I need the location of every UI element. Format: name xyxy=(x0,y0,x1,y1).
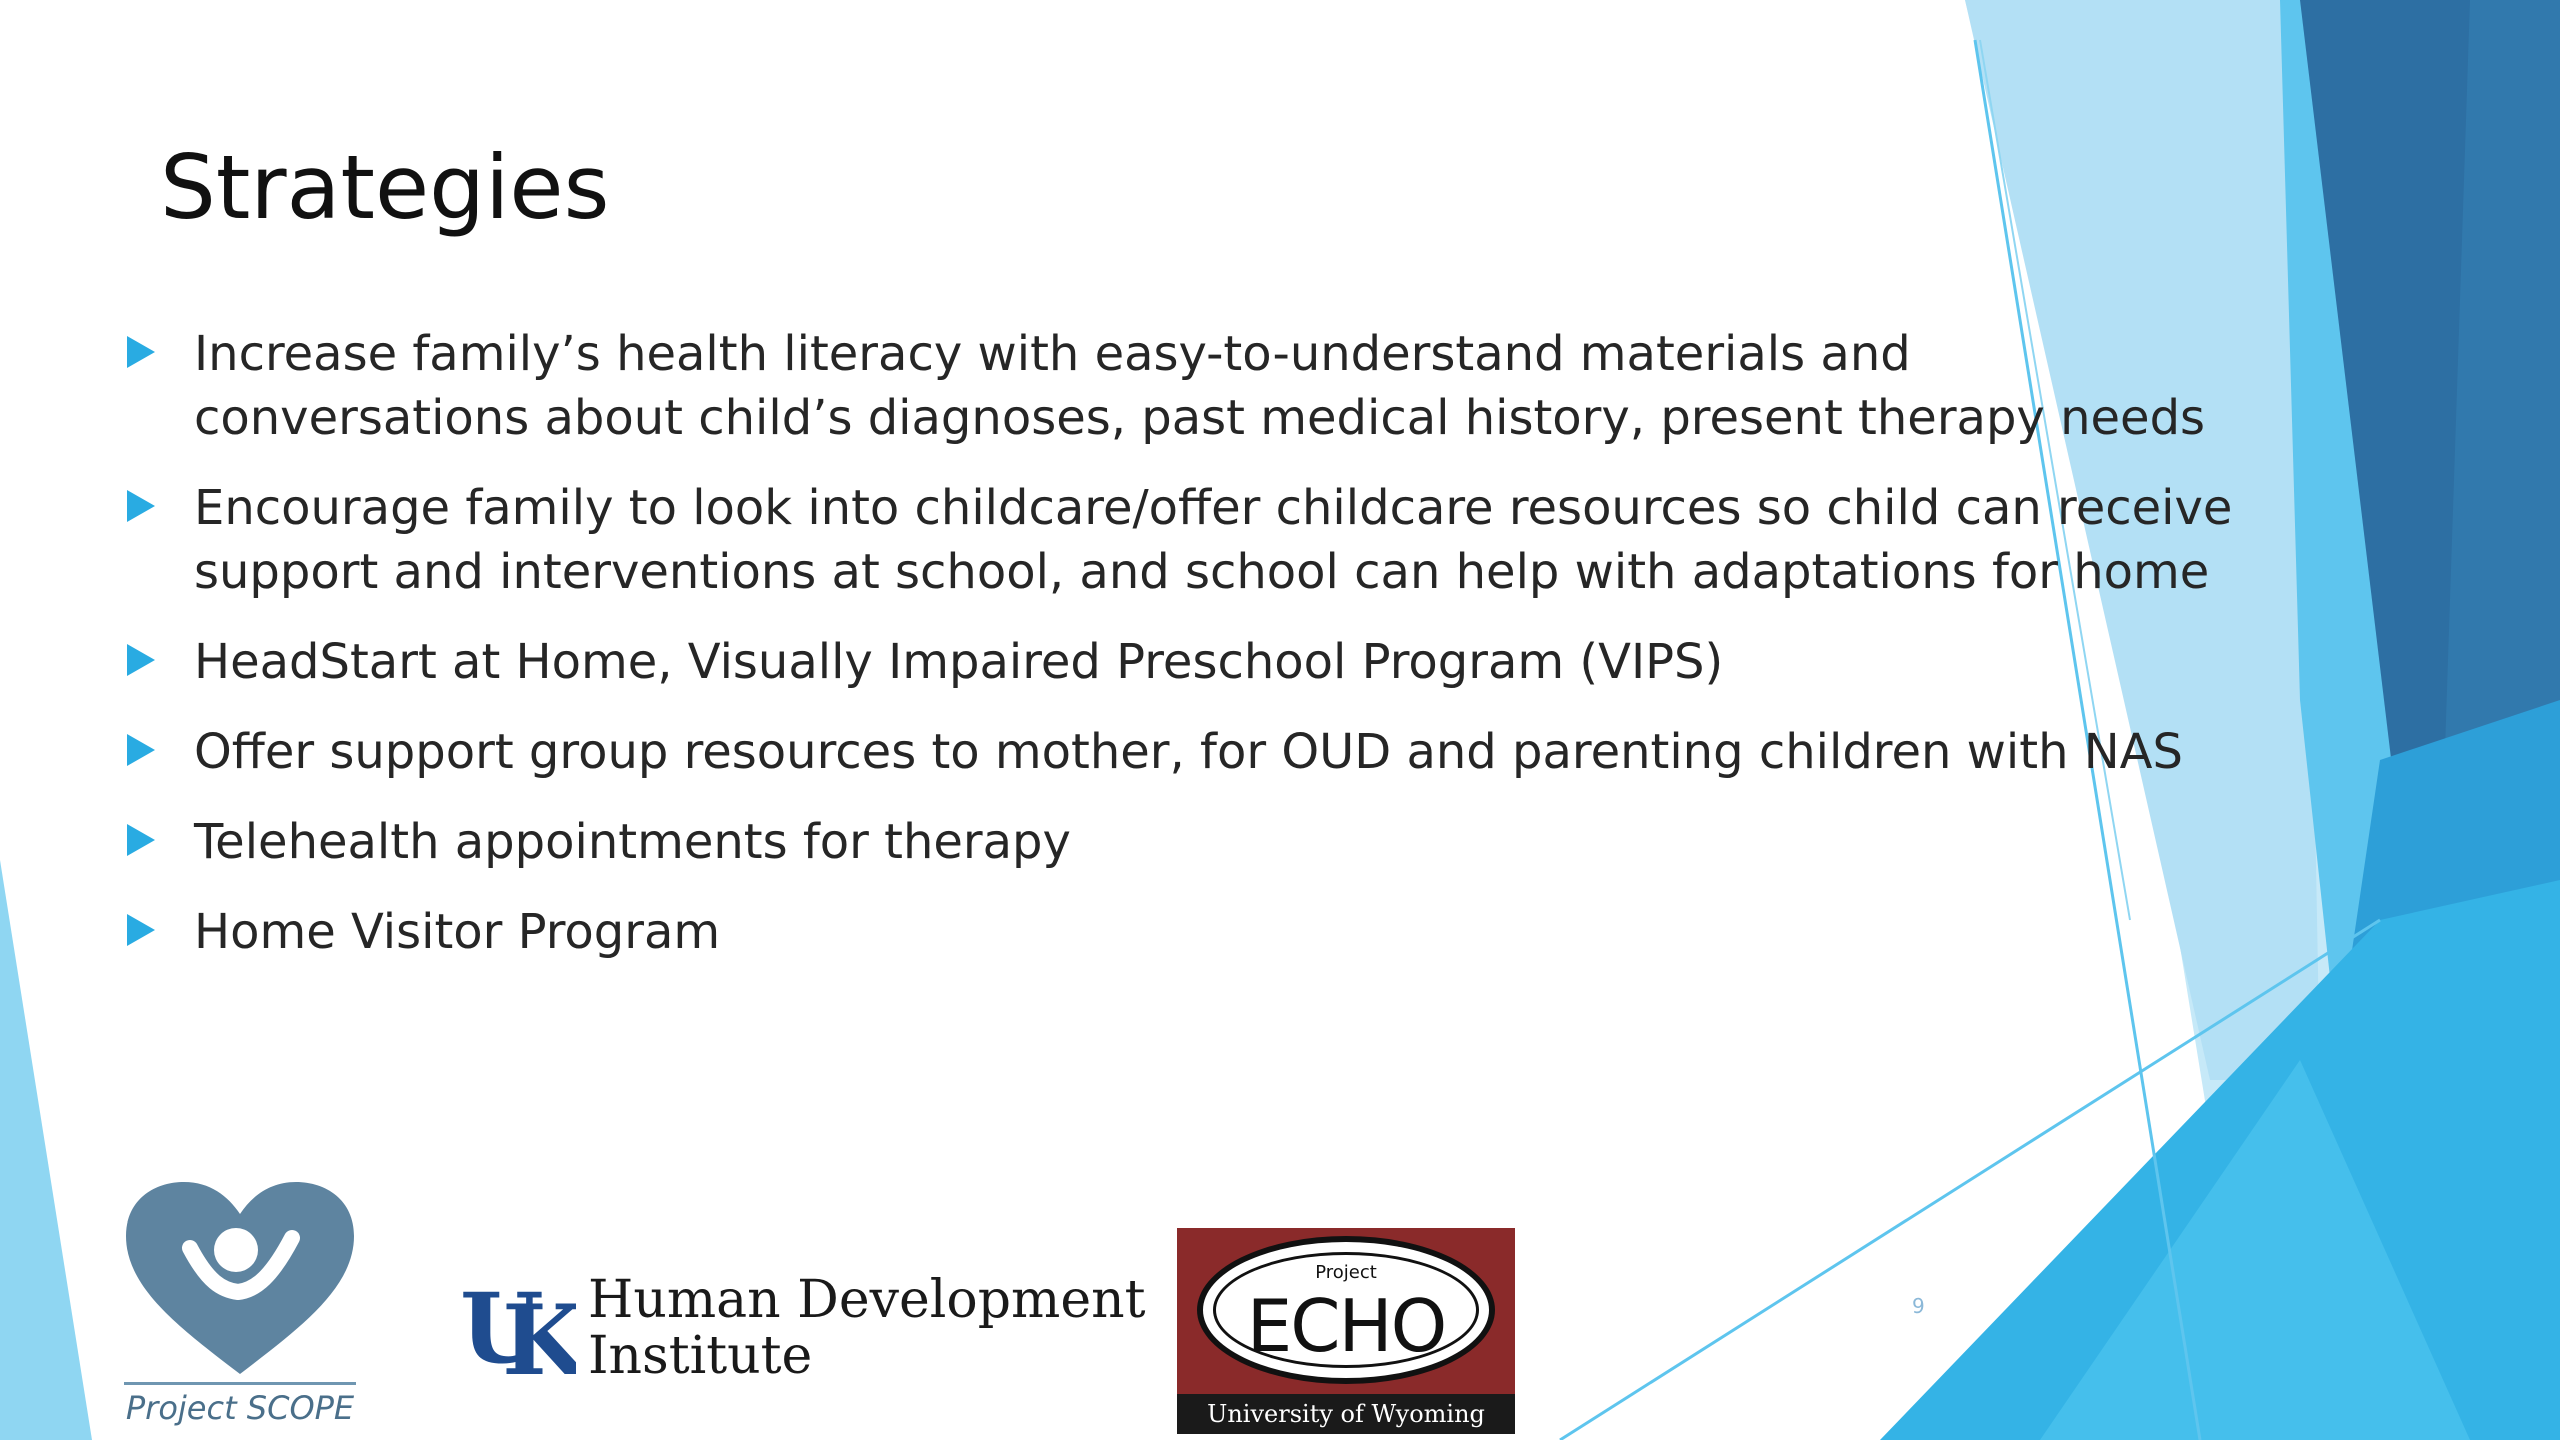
bullet-text: Increase family’s health literacy with easy-to-understand materials and conversations about child’s diagnoses, past medical history, present therapy needs xyxy=(194,326,2206,446)
triangle-bullet-icon xyxy=(127,824,155,856)
svg-text:U: U xyxy=(460,1272,544,1380)
slide-number: 9 xyxy=(1912,1294,1925,1318)
hdi-line-2: Institute xyxy=(588,1326,813,1386)
bullet-item xyxy=(122,720,2242,784)
triangle-bullet-icon xyxy=(127,644,155,676)
echo-ellipse xyxy=(1197,1236,1495,1384)
left-facet xyxy=(0,860,92,1440)
bullet-text: HeadStart at Home, Visually Impaired Preschool Program (VIPS) xyxy=(194,634,1724,690)
project-scope-label: Project SCOPE xyxy=(124,1382,356,1427)
svg-text:K: K xyxy=(502,1284,576,1380)
bullet-item xyxy=(122,630,2242,694)
project-scope-logo xyxy=(120,1178,360,1436)
project-echo-logo xyxy=(1177,1228,1515,1434)
bullet-item xyxy=(122,810,2242,874)
bullet-item xyxy=(122,322,2242,450)
bullet-text: Telehealth appointments for therapy xyxy=(194,814,1071,870)
hdi-line-1: Human Development xyxy=(588,1270,1146,1330)
triangle-bullet-icon xyxy=(127,914,155,946)
hdi-name xyxy=(588,1272,1145,1384)
slide-title: Strategies xyxy=(160,136,610,239)
echo-university-label: University of Wyoming xyxy=(1177,1394,1515,1434)
triangle-bullet-icon xyxy=(127,336,155,368)
triangle-bullet-icon xyxy=(127,490,155,522)
echo-wordmark: ECHO xyxy=(1246,1284,1446,1368)
hdi-logo xyxy=(456,1270,1146,1390)
bullet-text: Encourage family to look into childcare/offer childcare resources so child can receive support and interventions at school, and school can help with adaptations for home xyxy=(194,480,2233,600)
bullet-text: Home Visitor Program xyxy=(194,904,721,960)
bullet-item xyxy=(122,900,2242,964)
uk-monogram-icon xyxy=(456,1270,576,1380)
bullet-list xyxy=(122,322,2242,990)
bullet-item xyxy=(122,476,2242,604)
bullet-text: Offer support group resources to mother, for OUD and parenting children with NAS xyxy=(194,724,2183,780)
echo-project-label: Project xyxy=(1315,1262,1377,1283)
triangle-bullet-icon xyxy=(127,734,155,766)
heart-person-icon xyxy=(120,1178,360,1382)
